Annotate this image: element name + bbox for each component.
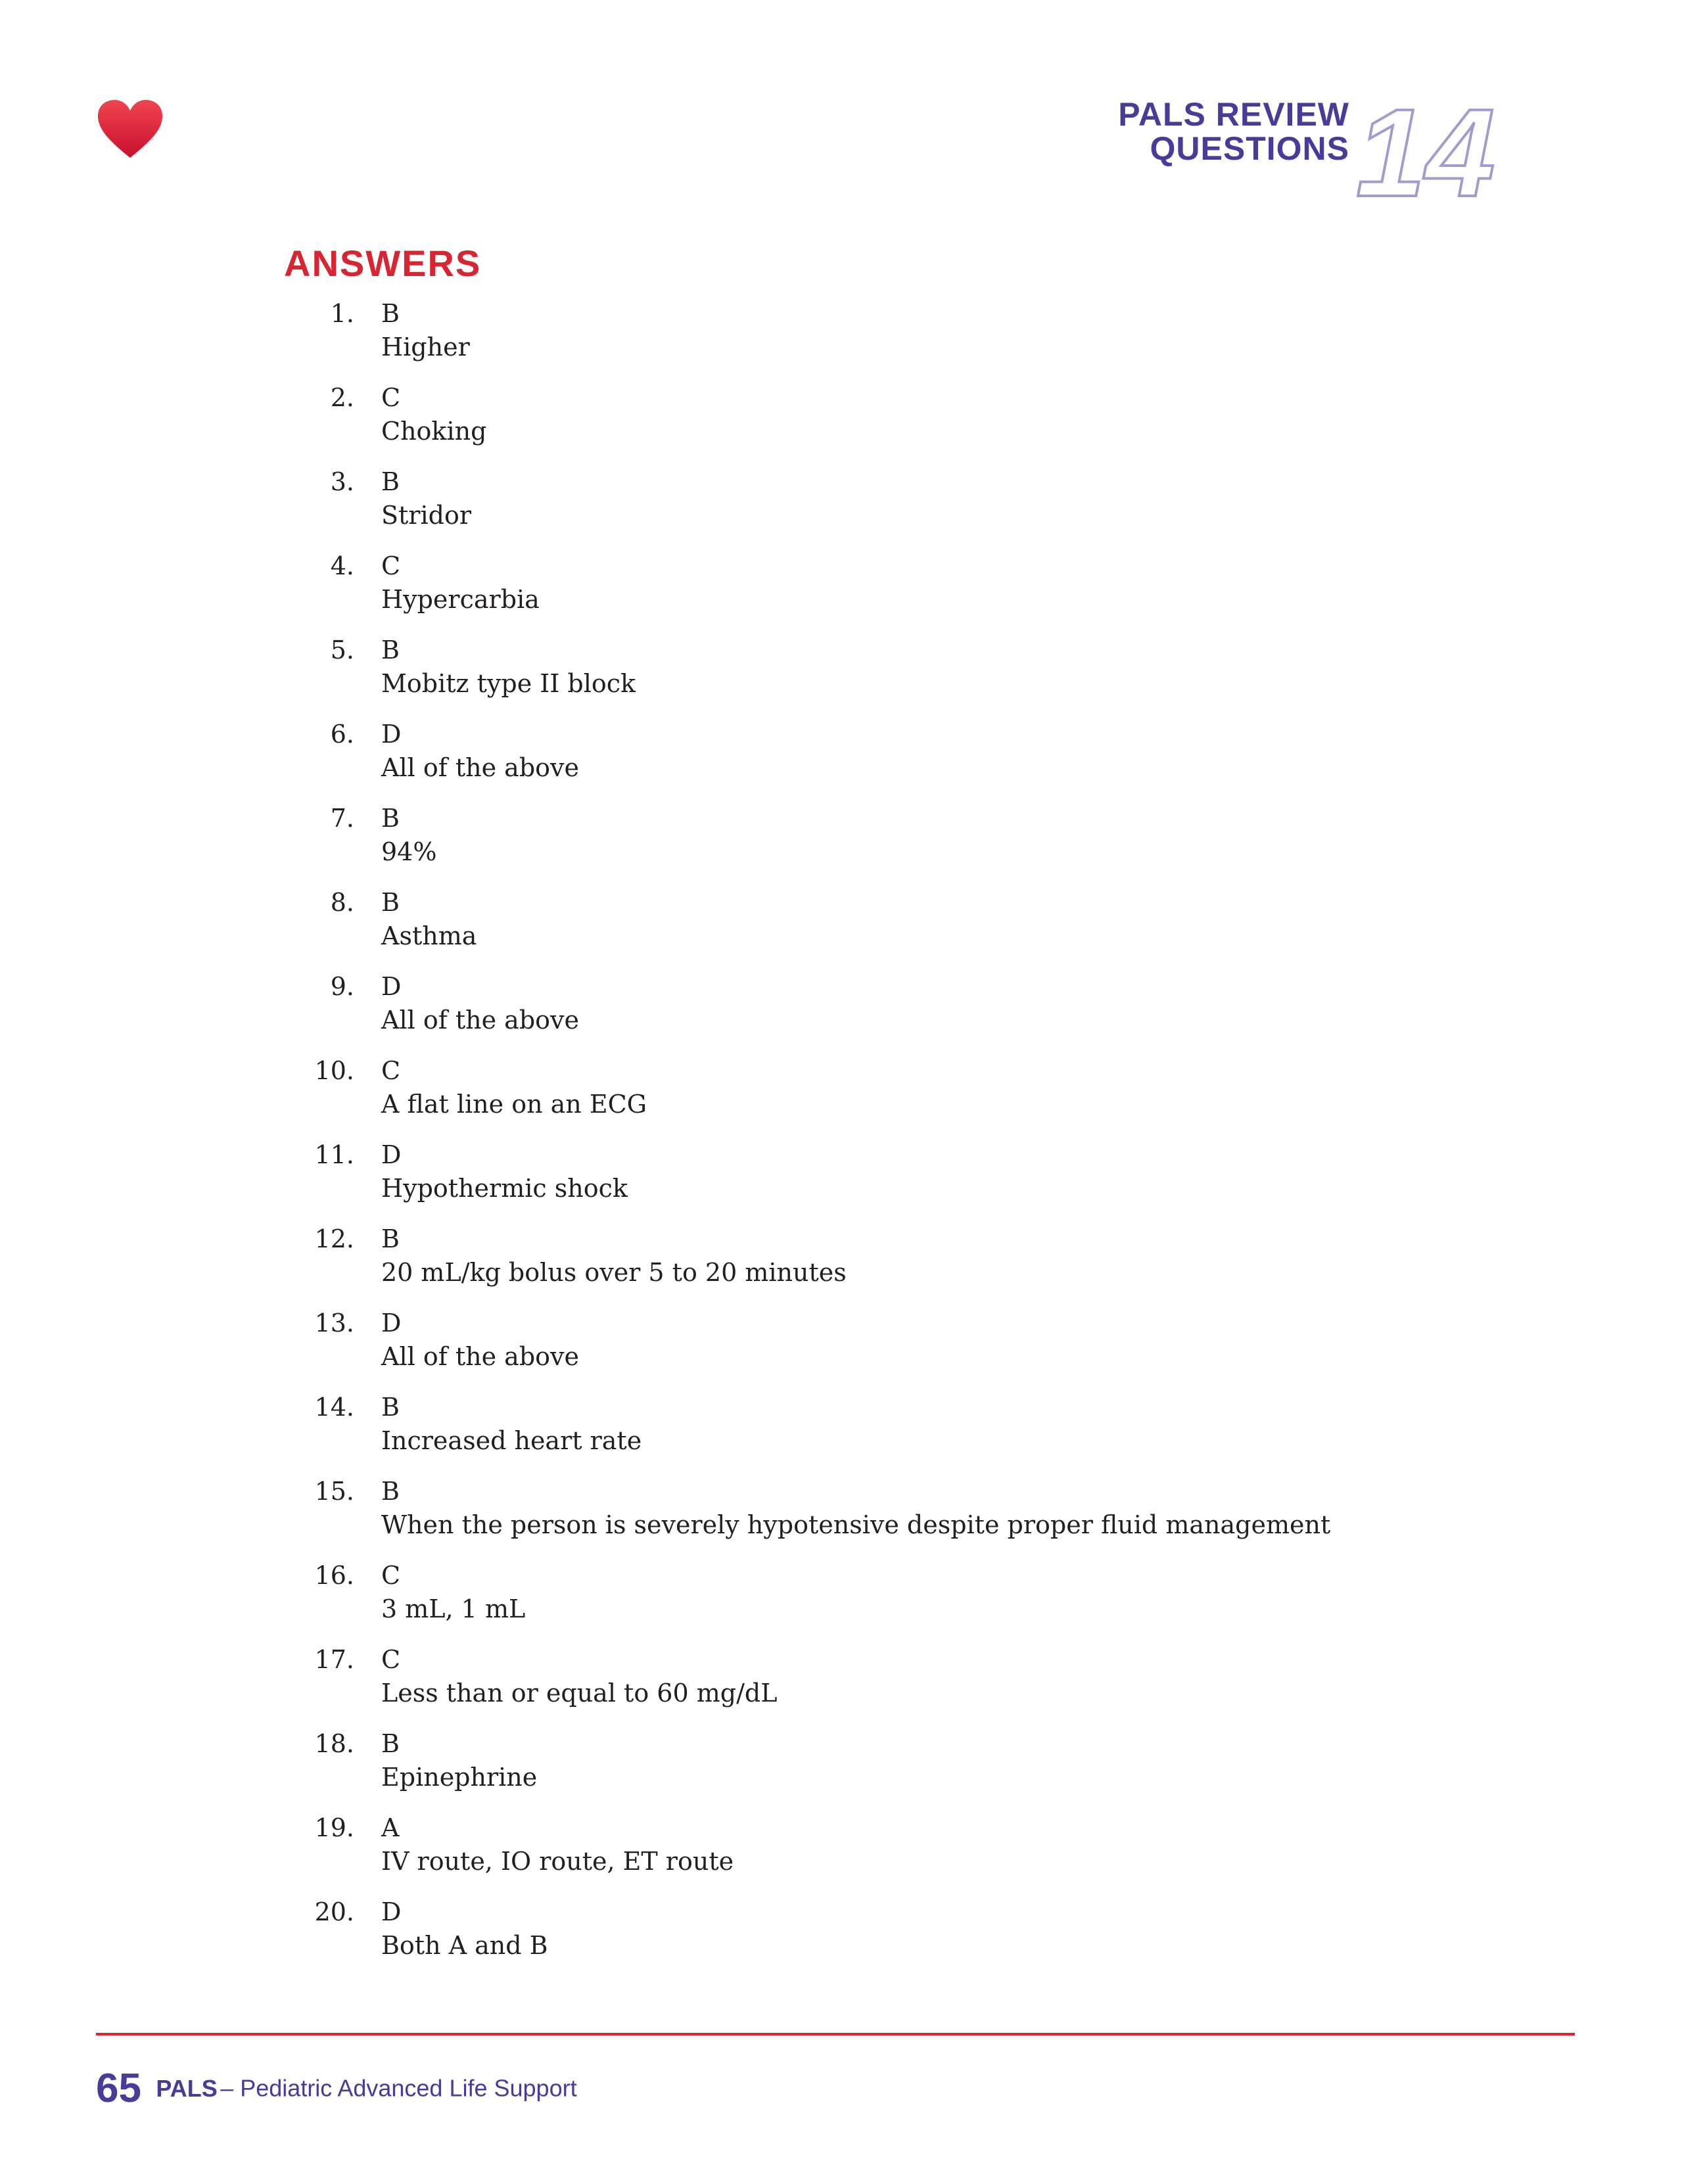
answer-item [0,1559,1682,1643]
answer-number: 2. [330,383,354,412]
answer-letter: C [381,383,401,412]
answer-letter: B [381,636,400,664]
chapter-title-line2: QUESTIONS [1150,130,1349,167]
answer-item [0,1475,1682,1559]
answer-number: 20. [314,1897,354,1926]
chapter-header [1118,97,1349,166]
answer-text: Stridor [381,501,471,530]
footer-divider [96,2033,1575,2035]
page-number: 65 [96,2066,141,2111]
answer-text: Epinephrine [381,1763,538,1792]
answer-letter: B [381,888,400,917]
answer-letter: D [381,972,402,1001]
answer-letter: C [381,1561,401,1590]
answer-item [0,1727,1682,1811]
answer-number: 19. [314,1813,354,1842]
answer-letter: B [381,804,400,833]
answer-letter: C [381,1056,401,1085]
answer-number: 4. [330,551,354,580]
answer-text: Asthma [381,921,477,950]
chapter-number-text: 14 [1356,91,1495,209]
answer-number: 13. [314,1309,354,1337]
answer-number: 5. [330,636,354,664]
answer-letter: D [381,720,402,749]
answer-text: Increased heart rate [381,1426,642,1455]
answer-number: 10. [314,1056,354,1085]
answer-number: 8. [330,888,354,917]
answer-item [0,886,1682,970]
answer-letter: B [381,1393,400,1422]
answer-item [0,549,1682,634]
answer-text: Hypothermic shock [381,1174,628,1203]
answer-item [0,381,1682,465]
answer-text: A flat line on an ECG [381,1090,647,1119]
answer-item [0,465,1682,549]
answer-number: 16. [314,1561,354,1590]
footer-subtitle: – Pediatric Advanced Life Support [220,2074,577,2102]
answer-item [0,970,1682,1054]
answer-number: 11. [314,1140,354,1169]
heart-icon [96,99,164,159]
answer-item [0,1895,1682,1980]
answer-text: Hypercarbia [381,585,540,614]
answer-item [0,1222,1682,1307]
answer-text: 94% [381,837,437,866]
answers-list [0,297,1682,1980]
footer-brand: PALS [156,2074,218,2102]
answer-item [0,1811,1682,1895]
answer-letter: C [381,551,401,580]
answer-number: 7. [330,804,354,833]
answer-item [0,1307,1682,1391]
answer-text: When the person is severely hypotensive despite proper fluid management [381,1510,1331,1539]
answer-number: 9. [330,972,354,1001]
answer-letter: D [381,1309,402,1337]
answer-number: 18. [314,1729,354,1758]
answer-text: 20 mL/kg bolus over 5 to 20 minutes [381,1258,847,1287]
answer-text: Less than or equal to 60 mg/dL [381,1679,778,1708]
answers-title: ANSWERS [284,243,482,284]
answer-letter: B [381,1729,400,1758]
answer-item [0,802,1682,886]
answer-letter: B [381,299,400,328]
answer-letter: B [381,1224,400,1253]
answer-text: IV route, IO route, ET route [381,1847,734,1876]
answer-text: Both A and B [381,1931,548,1960]
answer-text: All of the above [381,753,579,782]
chapter-number [1351,91,1502,209]
answer-item [0,1391,1682,1475]
answer-item [0,1138,1682,1222]
chapter-title-line1: PALS REVIEW [1118,96,1349,133]
answer-number: 6. [330,720,354,749]
footer [96,2065,577,2112]
answer-number: 17. [314,1645,354,1674]
answer-number: 1. [330,299,354,328]
answer-text: Higher [381,333,470,361]
answer-letter: A [381,1813,400,1842]
answer-letter: D [381,1897,402,1926]
answer-item [0,297,1682,381]
answer-letter: C [381,1645,401,1674]
answer-text: 3 mL, 1 mL [381,1594,526,1623]
answer-item [0,718,1682,802]
answer-item [0,1643,1682,1727]
answer-text: Mobitz type II block [381,669,636,698]
answer-text: All of the above [381,1342,579,1371]
answer-number: 14. [314,1393,354,1422]
answer-text: Choking [381,417,487,446]
answer-number: 12. [314,1224,354,1253]
answer-number: 15. [314,1477,354,1506]
answer-text: All of the above [381,1006,579,1034]
answer-item [0,634,1682,718]
answer-letter: D [381,1140,402,1169]
answer-item [0,1054,1682,1138]
answer-letter: B [381,467,400,496]
answer-number: 3. [330,467,354,496]
answer-letter: B [381,1477,400,1506]
